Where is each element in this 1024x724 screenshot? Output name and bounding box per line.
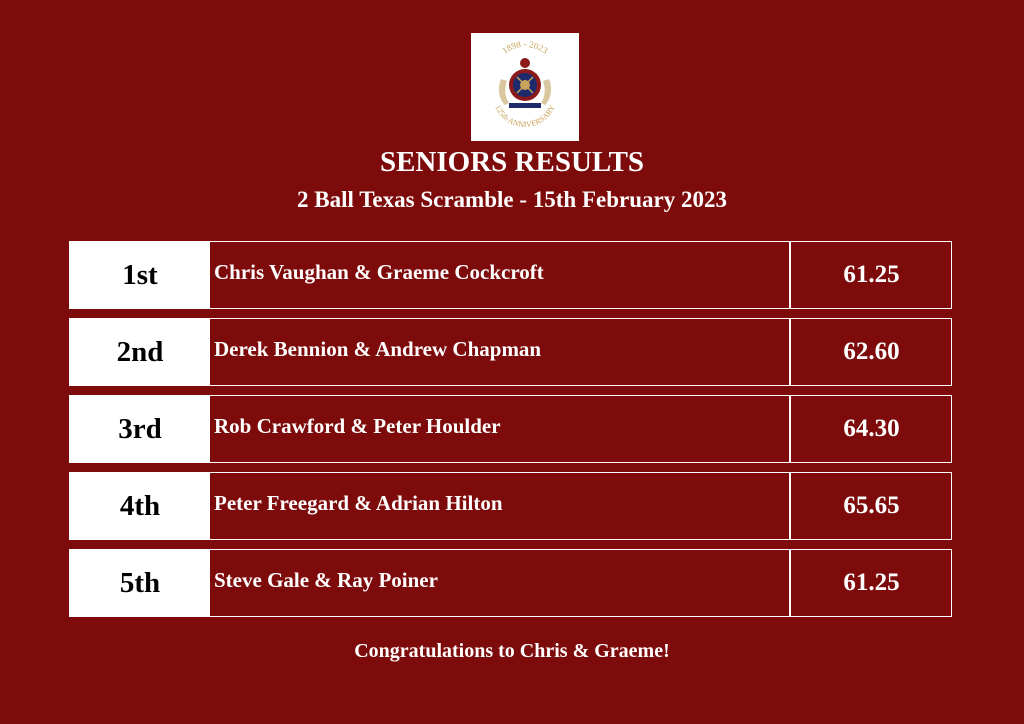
score-cell [789,319,952,385]
result-score: 61.25 [843,261,900,288]
page-title: SENIORS RESULTS [379,146,645,178]
result-position: 3rd [70,396,210,462]
result-names: Derek Bennion & Andrew Chapman [214,337,542,361]
result-row [69,472,952,540]
result-names: Chris Vaughan & Graeme Cockcroft [214,260,544,284]
svg-text:1898 - 2023: 1898 - 2023 [500,39,550,56]
score-cell [789,242,952,308]
result-position: 2nd [70,319,210,385]
result-score: 64.30 [843,415,900,442]
result-row [69,395,952,463]
result-row [69,241,952,309]
result-row [69,549,952,617]
score-cell [789,550,952,616]
result-position: 1st [70,242,210,308]
result-names: Steve Gale & Ray Poiner [214,568,438,592]
anniversary-crest-icon [471,33,579,141]
result-position: 4th [70,473,210,539]
score-cell [789,473,952,539]
congratulations-message: Congratulations to Chris & Graeme! [354,640,670,662]
result-row [69,318,952,386]
score-cell [789,396,952,462]
result-score: 62.60 [843,338,900,365]
result-position: 5th [70,550,210,616]
result-names: Rob Crawford & Peter Houlder [214,414,501,438]
page-subtitle: 2 Ball Texas Scramble - 15th February 2023 [297,187,727,212]
result-score: 61.25 [843,569,900,596]
result-score: 65.65 [843,492,900,519]
club-logo [471,33,579,141]
result-names: Peter Freegard & Adrian Hilton [214,491,503,515]
svg-text:125th ANNIVERSARY: 125th ANNIVERSARY [493,103,557,130]
